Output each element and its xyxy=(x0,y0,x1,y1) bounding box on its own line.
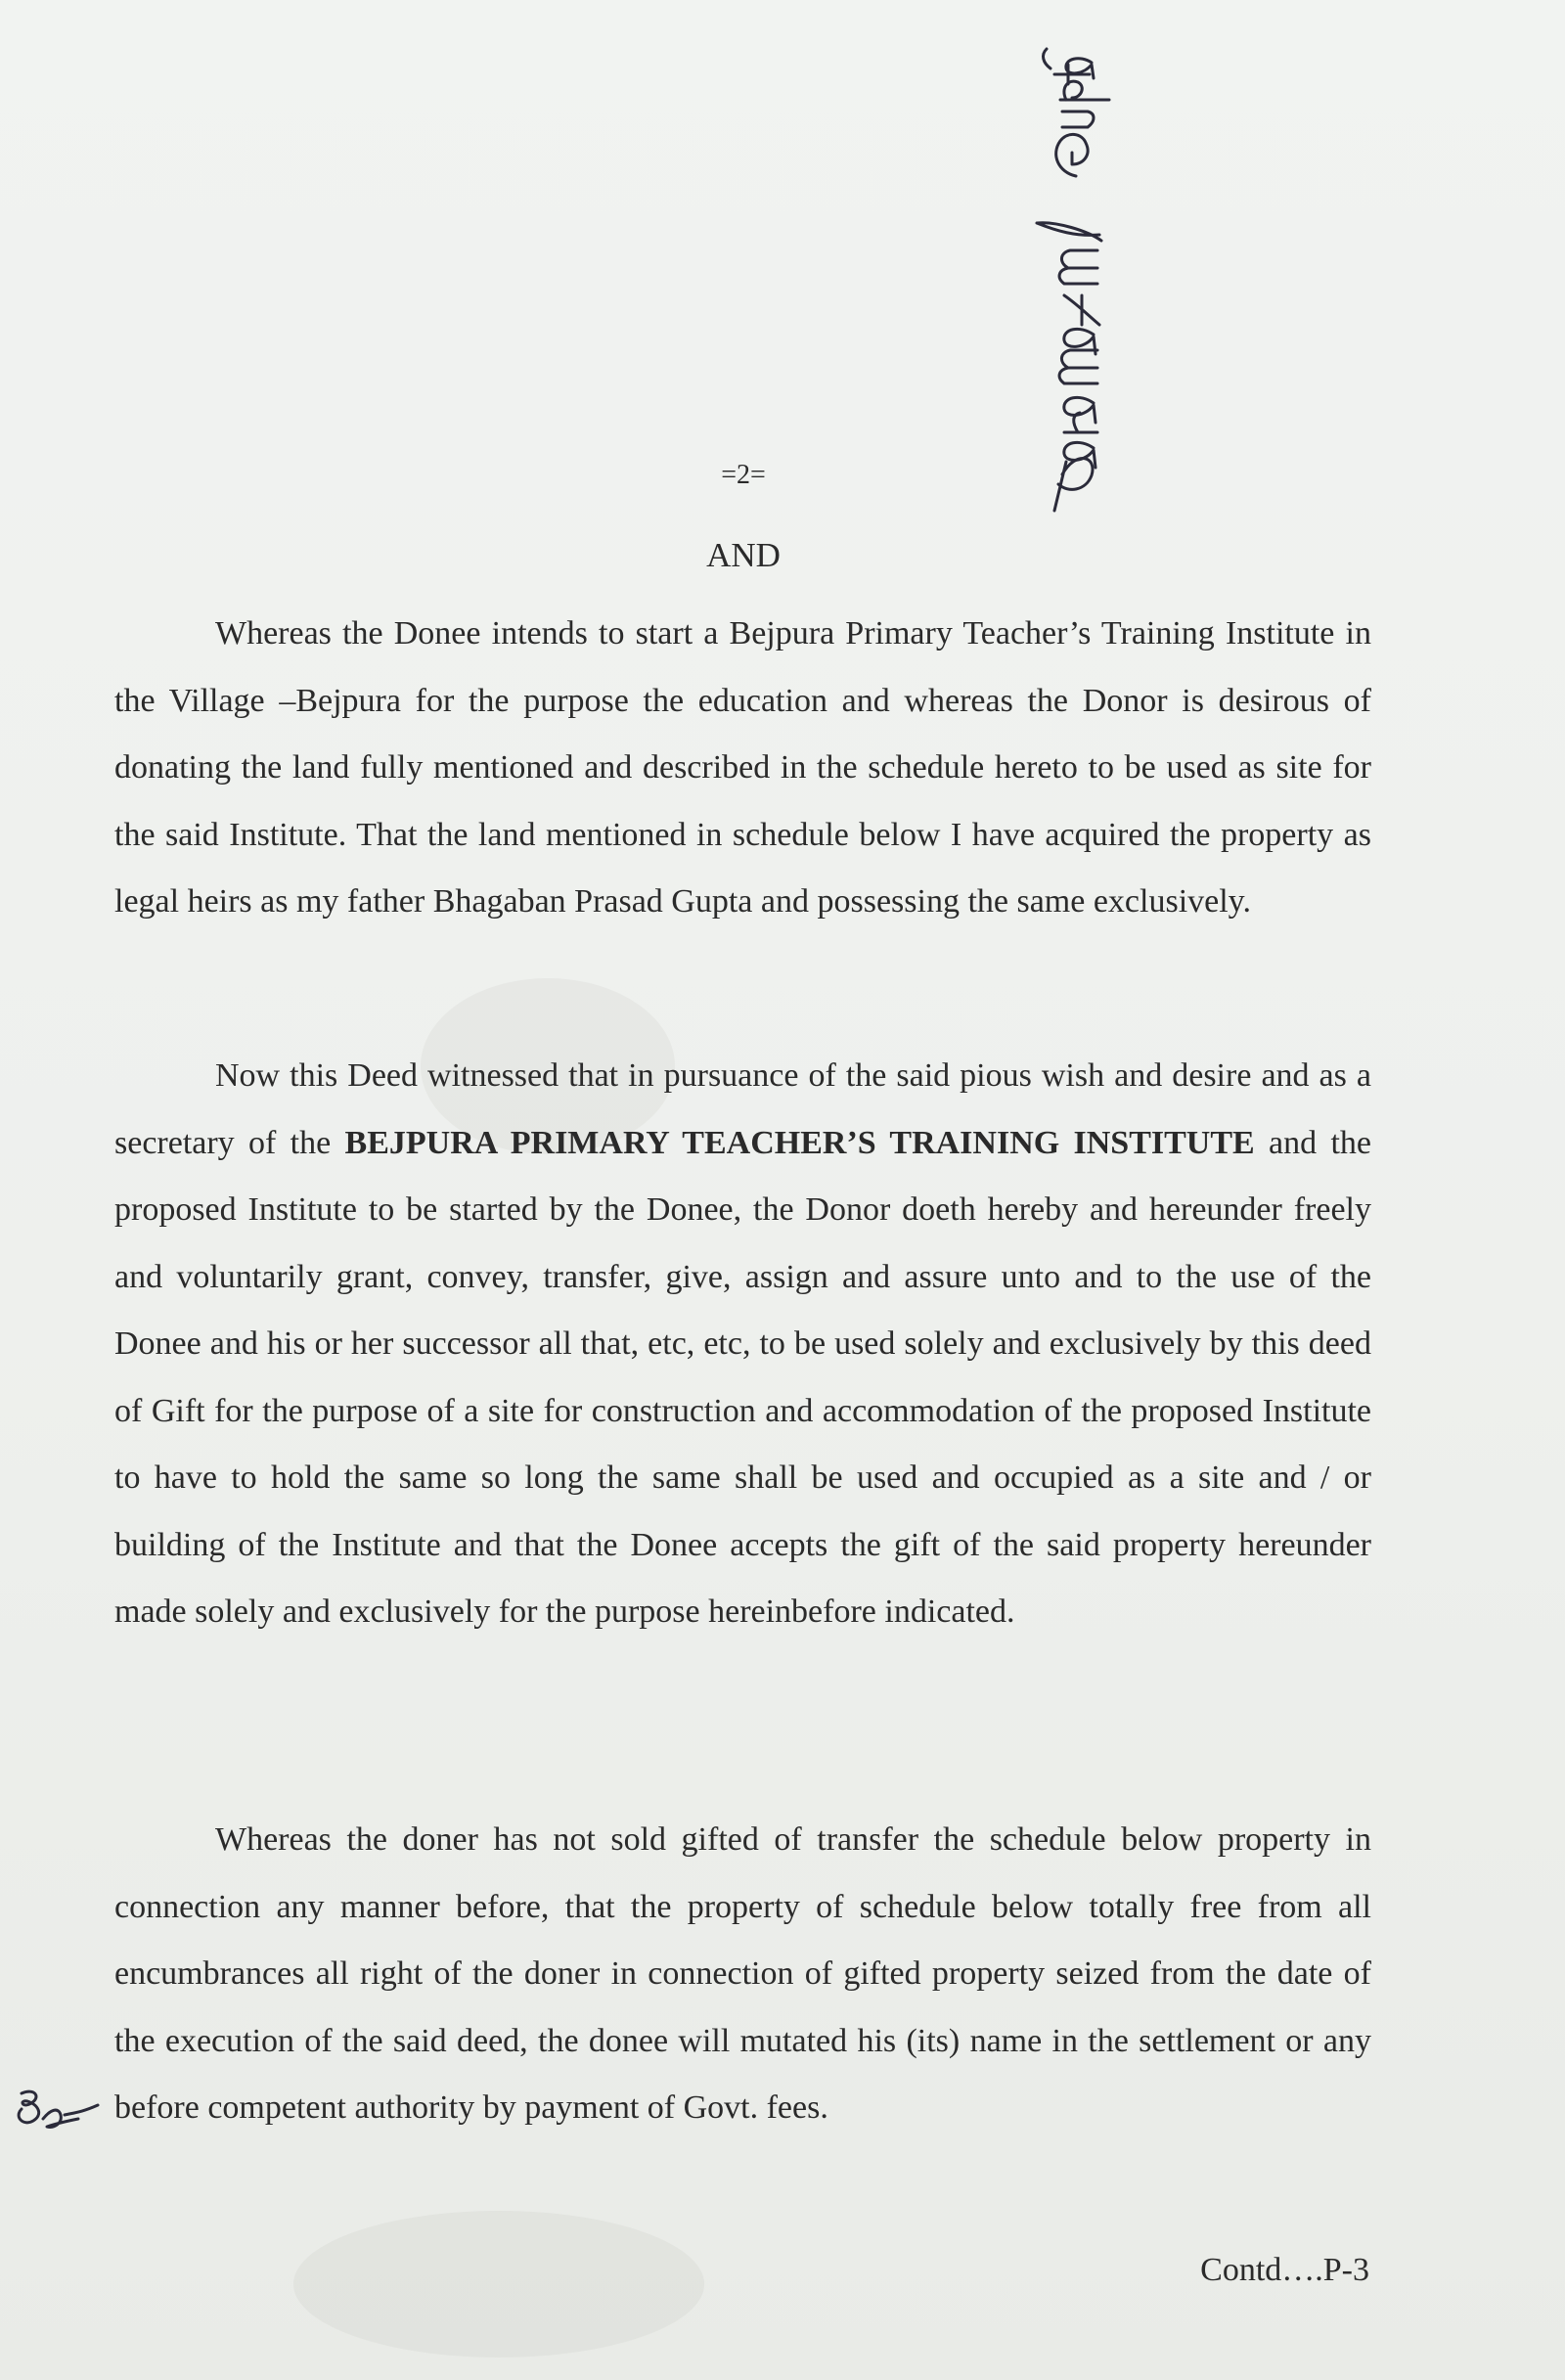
paragraph-donee-intention: Whereas the Donee intends to start a Bejpura Primary Teacher’s Training Institute in the Village –Bejpura for the purpose the education and whereas the Donor is desirous of donating the land fully mentioned and described in the schedule hereto to be used as site for the said Institute. That the land mentioned in schedule below I have acquired the property as legal heirs as my father Bhagaban Prasad Gupta and possessing the same exclusively. xyxy=(114,615,1371,920)
signature-image xyxy=(1007,39,1125,528)
paragraph-property-free: Whereas the doner has not sold gifted of transfer the schedule below property in connection any manner before, that the property of schedule below totally free from all encumbrances all right of the doner in connection of gifted property seized from the date of the execution of the said deed, the donee will mutated his (its) name in the settlement or any before competent authority by payment of Govt. fees. xyxy=(114,1821,1371,2126)
paragraph-deed-rest: and the proposed Institute to be started by the Donee, the Donor doeth hereby and hereunder freely and voluntarily grant, convey, transfer, give, assign and assure unto and to the use of the Donee and his or her successor all that, etc, etc, to be used solely and exclusively by this deed of Gift for the purpose of a site for construction and accommodation of the proposed Institute to have to hold the same so long the same shall be used and occupied as a site and / or building of the Institute and that the Donee accepts the gift of the said property hereunder made solely and exclusively for the purpose hereinbefore indicated. xyxy=(114,1124,1371,1630)
paragraph-deed-intro: Now this Deed witnessed that in pursuance of the said pious wish and desire and as a secretary of the xyxy=(114,1057,1371,1161)
paper-stain xyxy=(293,2211,704,2358)
continuation-note: Contd….P-3 xyxy=(1200,2252,1369,2288)
initials-mark xyxy=(8,2084,115,2152)
paragraph-deed-witness xyxy=(114,1043,1371,1646)
section-heading: AND xyxy=(706,536,781,574)
institute-name: BEJPURA PRIMARY TEACHER’S TRAINING INSTITUTE xyxy=(344,1124,1255,1161)
page-number: =2= xyxy=(721,460,766,490)
